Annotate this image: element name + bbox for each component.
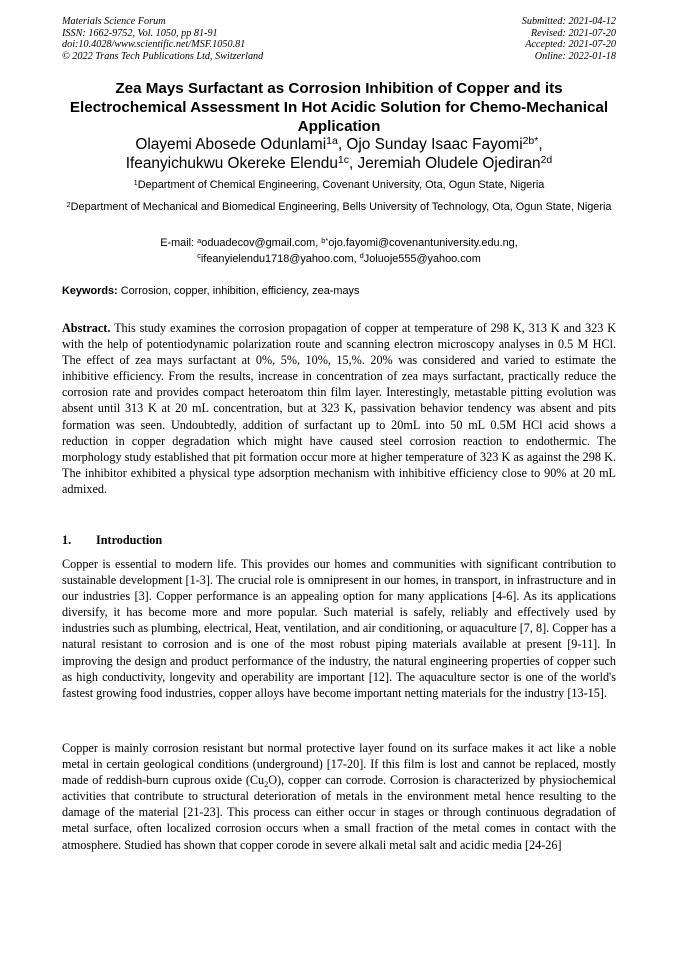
copyright-line: © 2022 Trans Tech Publications Ltd, Switzerland bbox=[62, 50, 264, 62]
affiliation-mark: 2 bbox=[66, 199, 71, 209]
author-name: Jeremiah Oludele Ojediran bbox=[357, 154, 541, 172]
online-date: Online: 2022-01-18 bbox=[534, 50, 616, 62]
intro-paragraph-2 bbox=[62, 740, 616, 853]
author-separator: , bbox=[538, 136, 543, 153]
section-number: 1. bbox=[62, 533, 72, 547]
email-mark: b* bbox=[321, 235, 329, 245]
affiliation-2 bbox=[62, 200, 616, 216]
author-name: Olayemi Abosede Odunlami bbox=[135, 136, 327, 153]
paper-title: Zea Mays Surfactant as Corrosion Inhibition of Copper and its Electrochemical Assessment In Hot Acidic Solution for Chemo-Mechanical Application bbox=[69, 80, 609, 135]
journal-info bbox=[62, 16, 263, 62]
revised-date: Revised: 2021-07-20 bbox=[530, 27, 616, 39]
author-name: Ifeanyichukwu Okereke Elendu bbox=[125, 154, 338, 172]
keywords-label: Keywords: bbox=[62, 285, 118, 297]
affiliation-text: Department of Mechanical and Biomedical Engineering, Bells University of Technology, Ota, Ogun State, Nigeria bbox=[70, 201, 612, 213]
affiliation-1 bbox=[62, 178, 616, 194]
abstract bbox=[62, 320, 616, 497]
email-mark: a bbox=[197, 235, 202, 245]
intro-paragraph-1: Copper is essential to modern life. This provides our homes and communities with significant contribution to sustainable development [1-3]. The crucial role is omnipresent in our homes, in transport, in infrastructure and in our industries [3]. Copper performance is an appealing option for many applications [4-6]. As its applications diversify, it has become more and more popular. Such material is safely, reliably and effectively used by industries such as plumbing, electrical, Heat, ventilation, and air conditioning, or aquaculture [7, 8]. Copper has a natural resistant to corrosion and is one of the most robust piping materials available at present [9-11]. In improving the design and product performance of the industry, the natural engineering properties of copper such as high conductivity, longevity and operability are important [12]. The aquaculture sector is one of the world's fastest growing food industries, copper alloys have become important netting materials for the industry [13-15]. bbox=[62, 557, 616, 700]
author-separator: , bbox=[348, 154, 358, 172]
author-list bbox=[62, 136, 616, 173]
author-separator: , bbox=[337, 136, 347, 153]
submitted-date: Submitted: 2021-04-12 bbox=[521, 16, 616, 27]
abstract-label: Abstract. bbox=[62, 321, 111, 335]
email-address: ojo.fayomi@covenantuniversity.edu.ng, bbox=[328, 237, 518, 249]
author-affiliation-mark: 1a bbox=[326, 136, 338, 148]
section-title: Introduction bbox=[96, 533, 163, 547]
keywords-text: Corrosion, copper, inhibition, efficiency, zea-mays bbox=[117, 285, 360, 297]
author-name: Ojo Sunday Isaac Fayomi bbox=[346, 136, 523, 153]
paragraph-text: O), copper can corrode. Corrosion is characterized by physiochemical activities that contribute to structural deterioration of metals in the environment metal hence resulting to the damage of the material [21-23]. This process can either occur in stages or through continuous degradation of metal surface, often localized corrosion occurs when a small fraction of the metal comes in contact with the atmosphere. Studied has shown that copper corode in severe alkali metal salt and acidic media [24-26] bbox=[62, 773, 617, 852]
abstract-text: This study examines the corrosion propagation of copper at temperature of 298 K, 313 K and 323 K with the help of potentiodynamic polarization route and scanning electron microscopy analyses in 0.5 M HCl. The effect of zea mays surfactant at 0%, 5%, 10%, 15,%. 20% was considered and varied to estimate the inhibitive efficiency. From the results, increase in concentration of zea mays surfactant, practically reduce the corrosion rate and provides compact heteroatom thin film layer. Interestingly, metastable pitting evolution was absent until 313 K at 20 mL concentration, but at 323 K, passivation behavior tendency was absent and pits formation was seen. Undoubtedly, addition of surfactant up to 20mL into 50 mL 0.5M HCl acid shows a reduction in copper degradation which might have caused steel corrosion reaction to endothermic. The morphology study established that pit formation occur more at higher temperature of 323 K as against the 298 K. The inhibitor exhibited a physical type adsorption mechanism with inhibitive efficiency close to 90% at 20 mL admixed. bbox=[62, 321, 616, 496]
doi-line: doi:10.4028/www.scientific.net/MSF.1050.81 bbox=[62, 39, 246, 51]
email-address: Joluoje555@yahoo.com bbox=[363, 252, 481, 265]
journal-name: Materials Science Forum bbox=[62, 16, 166, 27]
email-block bbox=[62, 236, 616, 267]
email-mark: c bbox=[197, 251, 201, 261]
email-label: E-mail: bbox=[160, 237, 198, 249]
paragraph-text: Copper is mainly corrosion resistant but normal protective layer found on its surface makes it act like a noble metal in certain geological conditions (underground) [17-20]. If this film is lost and cannot be replaced, mostly made of reddish-burn cuprous oxide (Cu bbox=[62, 741, 616, 788]
subscript: 2 bbox=[264, 779, 269, 789]
section-heading bbox=[62, 532, 162, 548]
issn-line: ISSN: 1662-9752, Vol. 1050, pp 81-91 bbox=[62, 27, 218, 39]
email-address: ifeanyielendu1718@yahoo.com, bbox=[200, 252, 360, 265]
email-mark: d bbox=[359, 251, 364, 261]
affiliation-text: Department of Chemical Engineering, Covenant University, Ota, Ogun State, Nigeria bbox=[137, 179, 545, 191]
keywords bbox=[62, 284, 616, 299]
affiliation-mark: 1 bbox=[133, 177, 138, 187]
submission-dates bbox=[522, 16, 616, 62]
author-affiliation-mark: 2b* bbox=[522, 136, 539, 148]
author-affiliation-mark: 2d bbox=[540, 154, 553, 166]
email-address: oduadecov@gmail.com, bbox=[201, 237, 322, 249]
author-affiliation-mark: 1c bbox=[337, 154, 349, 166]
accepted-date: Accepted: 2021-07-20 bbox=[525, 39, 616, 51]
